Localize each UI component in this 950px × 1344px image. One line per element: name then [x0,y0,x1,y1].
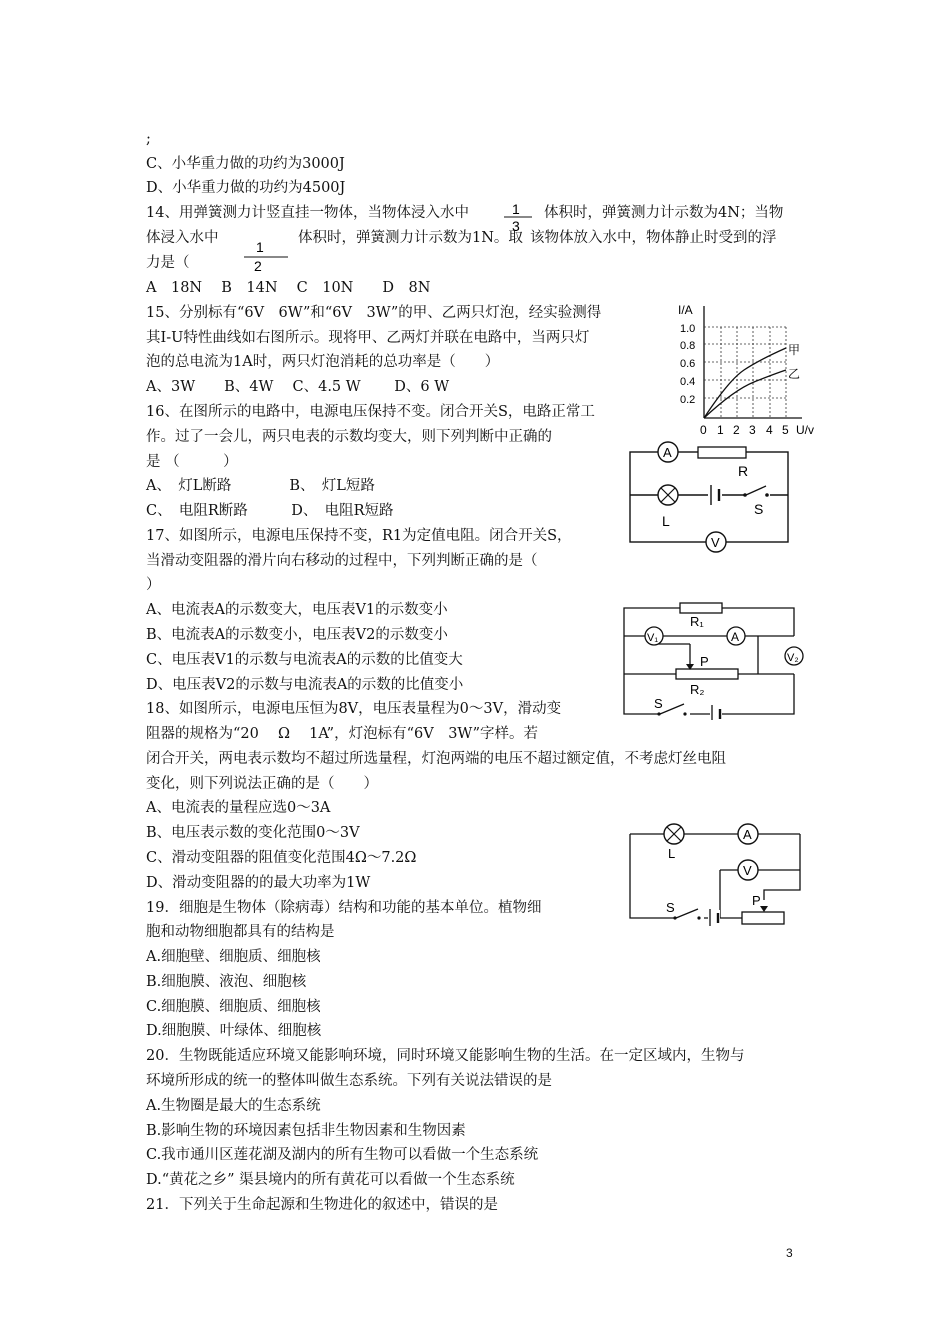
x-tick: 4 [766,423,773,437]
circuit-q16 [624,436,796,558]
iu-graph [674,300,824,442]
y-tick: 0.2 [680,394,696,406]
y-tick: 1.0 [680,323,696,335]
v1-label: V₁ [647,632,659,644]
text-line: C.细胞膜、细胞质、细胞核 [146,999,321,1015]
text-line: 体浸入水中 [146,230,219,246]
text-line: ; [146,131,151,147]
text-line: C、电压表V1的示数与电流表A的示数的比值变大 [146,652,463,668]
text-line: 21．下列关于生命起源和生物进化的叙述中，错误的是 [146,1197,498,1213]
text-line: A、3W B、4W C、4.5 W D、6 W [146,379,450,395]
text-line: 力是（ [146,255,190,271]
text-line: 体积时，弹簧测力计示数为4N；当物 [544,205,784,221]
lamp-label: L [662,513,670,529]
text-line: D、电压表V2的示数与电流表A的示数的比值变小 [146,677,464,693]
switch-label: S [754,501,764,517]
text-line: 19．细胞是生物体（除病毒）结构和功能的基本单位。植物细 [146,900,542,916]
text-line: A、电流表A的示数变大，电压表V1的示数变小 [146,602,448,618]
text-line: 变化，则下列说法正确的是（ ） [146,776,378,792]
fraction-denominator: 3 [512,218,520,234]
ammeter-label: A [743,827,752,842]
fraction-one-half [242,236,292,274]
text-line: 其I-U特性曲线如右图所示。现将甲、乙两灯并联在电路中，当两只灯 [146,330,590,346]
page-number: 3 [786,1246,793,1260]
text-line: A、 灯L断路 B、 灯L短路 [146,478,375,494]
text-line: A、电流表的量程应选0～3A [146,800,331,816]
lamp-label: L [668,846,676,861]
x-tick: 0 [700,423,707,437]
text-line: C.我市通川区莲花湖及湖内的所有生物可以看做一个生态系统 [146,1147,539,1163]
y-tick: 0.6 [680,358,696,370]
ammeter-label: A [731,630,740,644]
text-line: ） [146,577,161,593]
text-line: C、滑动变阻器的阻值变化范围4Ω～7.2Ω [146,850,417,866]
text-line: 体积时，弹簧测力计示数为1N。取 [298,230,523,246]
text-line: 阻器的规格为“20 Ω 1A”，灯泡标有“6V 3W”字样。若 [146,726,539,742]
resistor-label: R [738,463,749,479]
circuit-q18 [624,818,814,926]
ammeter-label: A [663,445,672,460]
text-line: 闭合开关，两电表示数均不超过所选量程，灯泡两端的电压不超过额定值，不考虑灯丝电阻 [146,751,726,767]
text-line: A 18N B 14N C 10N D 8N [146,280,431,296]
text-line: B、电流表A的示数变小，电压表V2的示数变小 [146,627,448,643]
voltmeter-label: V [743,863,752,878]
y-axis-label: I/A [678,303,693,317]
text-line: B、电压表示数的变化范围0～3V [146,825,360,841]
slider-label: P [700,654,709,669]
text-line: C、 电阻R断路 D、 电阻R短路 [146,503,394,519]
fraction-numerator: 1 [256,239,264,255]
text-line: A.细胞壁、细胞质、细胞核 [146,949,321,965]
text-line: C、小华重力做的功约为3000J [146,156,345,172]
curve-label-jia: 甲 [788,343,801,357]
text-line: D.“黄花之乡” 渠县境内的所有黄花可以看做一个生态系统 [146,1172,515,1188]
text-line: 胞和动物细胞都具有的结构是 [146,924,335,940]
fraction-one-third [500,200,544,234]
x-tick: 5 [782,423,789,437]
text-line: A.生物圈是最大的生态系统 [146,1098,321,1114]
text-line: 16、在图所示的电路中，电源电压保持不变。闭合开关S，电路正常工 [146,404,595,420]
text-line: 作。过了一会儿，两只电表的示数均变大，则下列判断中正确的 [146,429,552,445]
voltmeter-label: V [711,535,720,550]
text-line: 泡的总电流为1A时，两只灯泡消耗的总功率是（ ） [146,354,500,370]
x-tick: 2 [733,423,740,437]
circuit-q17 [618,598,808,720]
curve-label-yi: 乙 [788,367,801,381]
y-tick: 0.8 [680,340,696,352]
x-axis-label: U/v [796,423,814,437]
x-tick: 1 [717,423,724,437]
text-line: 环境所形成的统一的整体叫做生态系统。下列有关说法错误的是 [146,1073,552,1089]
text-line: B.细胞膜、液泡、细胞核 [146,974,307,990]
text-line: 是 （ ） [146,454,238,470]
text-line: 当滑动变阻器的滑片向右移动的过程中，下列判断正确的是（ [146,553,538,569]
x-tick: 3 [749,423,756,437]
text-line: D.细胞膜、叶绿体、细胞核 [146,1023,322,1039]
slider-label: P [752,893,761,908]
text-line: B.影响生物的环境因素包括非生物因素和生物因素 [146,1123,466,1139]
text-line: 14、用弹簧测力计竖直挂一物体，当物体浸入水中 [146,205,469,221]
switch-label: S [666,900,675,915]
v2-label: V₂ [787,652,799,664]
r1-label: R₁ [690,614,704,629]
switch-label: S [654,696,663,711]
fraction-denominator: 2 [254,258,262,274]
text-line: 该物体放入水中，物体静止时受到的浮 [530,230,777,246]
r2-label: R₂ [690,682,705,697]
text-line: 20．生物既能适应环境又能影响环境，同时环境又能影响生物的生活。在一定区域内，生物与 [146,1048,745,1064]
fraction-numerator: 1 [512,201,520,217]
y-tick: 0.4 [680,376,696,388]
text-line: 17、如图所示，电源电压保持不变，R1为定值电阻。闭合开关S， [146,528,572,544]
text-line: 18、如图所示，电源电压恒为8V，电压表量程为0～3V，滑动变 [146,701,562,717]
text-line: 15、分别标有“6V 6W”和“6V 3W”的甲、乙两只灯泡，经实验测得 [146,305,602,321]
text-line: D、小华重力做的功约为4500J [146,180,346,196]
text-line: D、滑动变阻器的的最大功率为1W [146,875,371,891]
